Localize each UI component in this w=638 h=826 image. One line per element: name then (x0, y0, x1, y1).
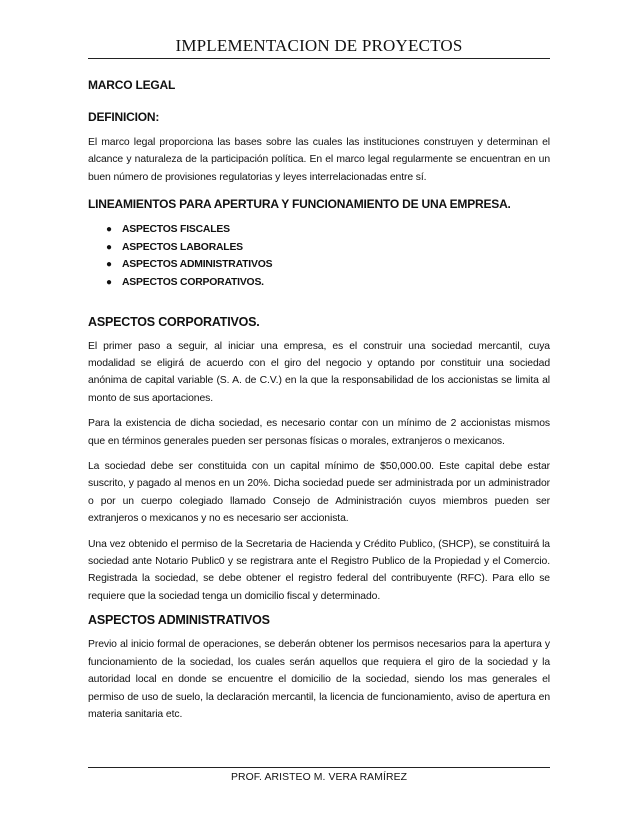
bullet-icon: ● (106, 224, 112, 236)
bullet-icon: ● (106, 277, 112, 288)
list-item (88, 239, 550, 257)
document-body (88, 74, 550, 723)
list-item (88, 221, 550, 239)
paragraph-corporativos-2: Para la existencia de dicha sociedad, es necesario contar con un mínimo de 2 accionistas mismos que en términos generales pueden ser personas físicas o morales, extranjeros o mexicanos. (88, 418, 550, 447)
list-item-label: ASPECTOS ADMINISTRATIVOS (122, 259, 273, 271)
list-item-label: ASPECTOS CORPORATIVOS. (122, 277, 264, 288)
list-item-label: ASPECTOS LABORALES (122, 241, 243, 253)
footer-divider (88, 767, 550, 768)
header-divider (88, 58, 550, 59)
paragraph-corporativos-4: Una vez obtenido el permiso de la Secretaria de Hacienda y Crédito Publico, (SHCP), se constituirá la sociedad ante Notario Public0 y se registrara ante el Registro Publico de la Propiedad y el Comercio. Registrada la sociedad, se debe obtener el registro federal del contribuyente (RFC). Para ello se requiere que la sociedad tenga un domicilio fiscal y determinado. (88, 538, 550, 602)
list-item-label: ASPECTOS FISCALES (122, 224, 230, 236)
paragraph-corporativos-1: El primer paso a seguir, al iniciar una empresa, es el construir una sociedad mercantil, cuya modalidad se eligirá de acuerdo con el giro del negocio y optando por constituir una sociedad anónima de capital variable (S. A. de C.V.) en la que la responsabilidad de los accionistas se limita al monto de sus aportaciones. (88, 340, 550, 404)
list-item (88, 274, 550, 292)
heading-lineamientos: LINEAMIENTOS PARA APERTURA Y FUNCIONAMIENTO DE UNA EMPRESA. (88, 197, 511, 212)
list-item (88, 256, 550, 274)
bullet-icon: ● (106, 259, 112, 271)
heading-aspectos-administrativos: ASPECTOS ADMINISTRATIVOS (88, 613, 270, 628)
page-footer-author: PROF. ARISTEO M. VERA RAMÍREZ (230, 772, 408, 783)
paragraph-corporativos-3: La sociedad debe ser constituida con un capital mínimo de $50,000.00. Este capital debe estar suscrito, y pagado al menos en un 20%. Dicha sociedad puede ser administrada por un administrador o por un cuerpo colegiado llamado Consejo de Administración cuyos miembros pueden ser extranjeros o mexicanos y no es necesario ser accionista. (88, 461, 550, 525)
heading-marco-legal: MARCO LEGAL (88, 78, 176, 92)
paragraph-definicion: El marco legal proporciona las bases sobre las cuales las instituciones construyen y determinan el alcance y naturaleza de la participación política. En el marco legal regularmente se encuentran en un buen número de provisiones regulatorias y leyes interrelacionadas entre sí. (88, 137, 550, 183)
page-header-title: IMPLEMENTACION DE PROYECTOS (175, 36, 463, 55)
heading-definicion: DEFINICION: (88, 110, 160, 124)
paragraph-administrativos-1: Previo al inicio formal de operaciones, se deberán obtener los permisos necesarios para la apertura y funcionamiento de la sociedad, los cuales serán aquellos que requiera el giro de la sociedad y la autoridad local en donde se encuentre el domicilio de la sociedad, siendo los mas generales el permiso de uso de suelo, la declaración mercantil, la licencia de funcionamiento, aviso de apertura en materia sanitaria etc. (88, 639, 550, 720)
bullet-icon: ● (106, 241, 112, 253)
bullet-list-aspectos (88, 221, 550, 291)
heading-aspectos-corporativos: ASPECTOS CORPORATIVOS. (88, 314, 260, 329)
